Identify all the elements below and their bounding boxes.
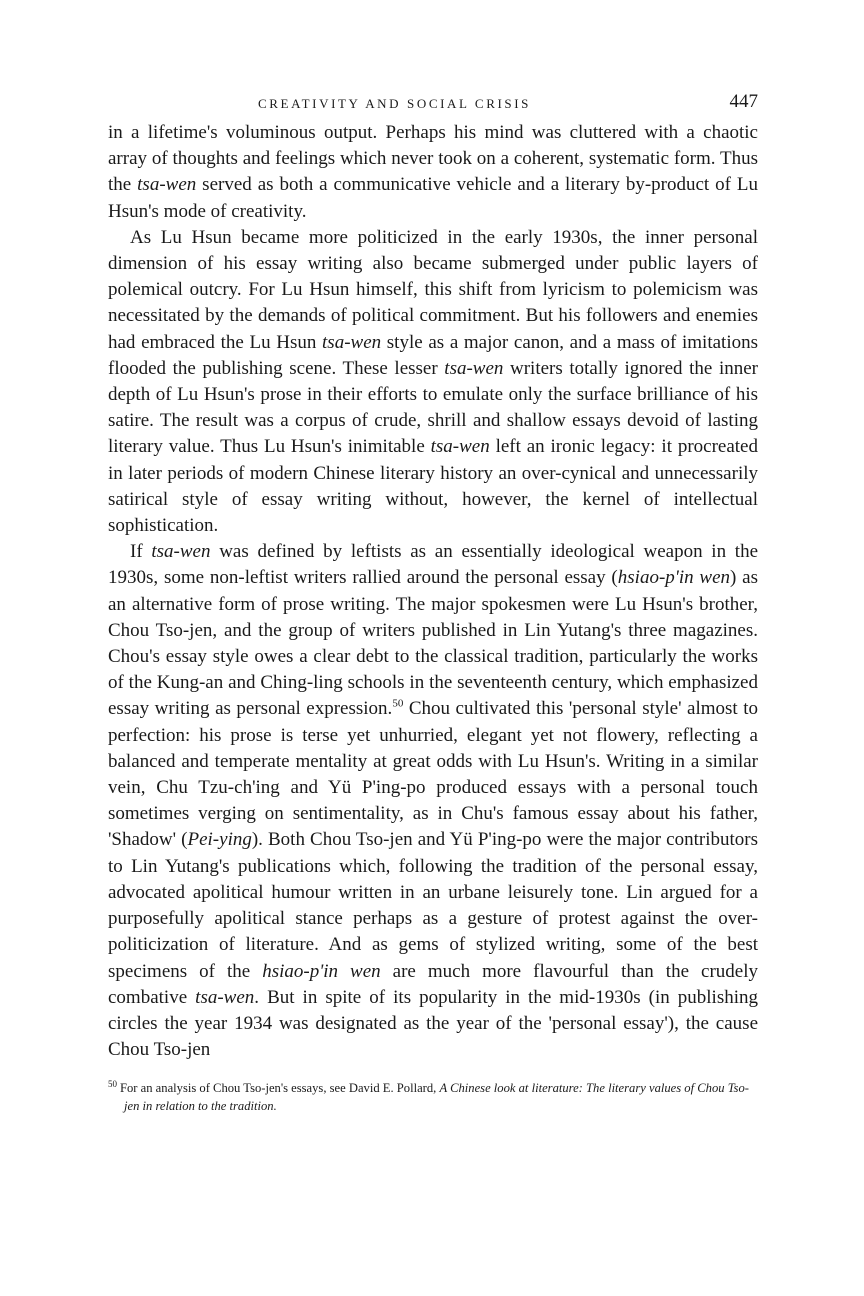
text-run: was defined by leftists as an essentially ideological weapon in the 1930s, some non-leftist writers rallied around the personal essay (	[108, 541, 759, 589]
text-run: ). Both Chou Tso-jen and Yü P'ing-po were the major contributors to Lin Yutang's publications which, following the tradition of the personal essay, advocated apolitical humour written in an urbane leisurely tone. Lin argued for a purposefully apolitical stance perhaps as a gesture of protest against the over-politicization of literature. And as gems of stylized writing, some of the best specimens of the	[108, 829, 758, 982]
text-run: As Lu Hsun became more politicized in the early 1930s, the inner personal dimension of his essay writing also became submerged under public layers of polemical outcry. For Lu Hsun himself, this shift from lyricism to polemicism was necessitated by the demands of political commitment. But his followers and enemies had embraced the Lu Hsun	[108, 226, 758, 353]
running-title: CREATIVITY AND SOCIAL CRISIS	[258, 96, 531, 111]
body-text	[108, 120, 758, 1063]
text-run: are much more flavourful than the crudely combative	[108, 960, 758, 1008]
footnote	[108, 1079, 758, 1115]
book-page	[108, 86, 758, 1115]
text-run: ) as an alternative form of prose writing. The major spokesmen were Lu Hsun's brother, Chou Tso-jen, and the group of writers published in Lin Yutang's three magazines. Chou's essay style owes a clear debt to the classical tradition, particularly the works of the Kung-an and Ching-ling schools in the seventeenth century, which emphasized essay writing as personal expression.	[108, 567, 758, 720]
text-run: If	[130, 541, 152, 563]
italic-term: tsa-wen	[322, 331, 382, 353]
page-number: 447	[729, 91, 758, 112]
italic-term: tsa-wen	[430, 436, 490, 458]
italic-term: tsa-wen	[151, 541, 211, 563]
italic-term: tsa-wen	[444, 357, 504, 379]
italic-term: hsiao-p'in wen	[617, 567, 731, 589]
paragraph-2	[108, 225, 758, 539]
footnote-number: 50	[108, 1079, 117, 1090]
text-run: . But in spite of its popularity in the mid-1930s (in publishing circles the year 1934 was designated as the year of the 'personal essay'), the cause Chou Tso-jen	[108, 986, 758, 1061]
italic-term: tsa-wen	[195, 986, 255, 1008]
text-run: style as a major canon, and a mass of imitations flooded the publishing scene. These lesser	[108, 331, 758, 379]
italic-term: hsiao-p'in wen	[262, 960, 381, 982]
footnote-text: For an analysis of Chou Tso-jen's essays, see David E. Pollard,	[120, 1081, 440, 1096]
text-run: in a lifetime's voluminous output. Perhaps his mind was cluttered with a chaotic array of thoughts and feelings which never took on a coherent, systematic form. Thus the	[108, 122, 758, 196]
italic-term: Pei-ying	[187, 829, 252, 851]
text-run: served as both a communicative vehicle and a literary by-product of Lu Hsun's mode of creativity.	[108, 174, 758, 222]
running-head	[108, 86, 758, 116]
footnote-italic-title: A Chinese look at literature: The literary values of Chou Tso-jen in relation to the tradition.	[124, 1081, 749, 1114]
text-run: left an ironic legacy: it procreated in later periods of modern Chinese literary history an over-cynical and unnecessarily satirical style of essay writing without, however, the kernel of intellectual sophistication.	[108, 436, 758, 537]
italic-term: tsa-wen	[137, 174, 197, 196]
paragraph-1	[108, 120, 758, 225]
paragraph-3	[108, 539, 758, 1063]
text-run: writers totally ignored the inner depth of Lu Hsun's prose in their efforts to emulate only the surface brilliance of his satire. The result was a corpus of crude, shrill and shallow essays devoid of lasting literary value. Thus Lu Hsun's inimitable	[108, 357, 758, 458]
footnote-marker: 50	[392, 698, 404, 711]
text-run: Chou cultivated this 'personal style' almost to perfection: his prose is terse yet unhurried, elegant yet not flowery, reflecting a balanced and temperate mentality at great odds with Lu Hsun's. Writing in a similar vein, Chu Tzu-ch'ing and Yü P'ing-po produced essays with a personal touch sometimes verging on sentimentality, as in Chu's famous essay about his father, 'Shadow' (	[108, 698, 758, 851]
